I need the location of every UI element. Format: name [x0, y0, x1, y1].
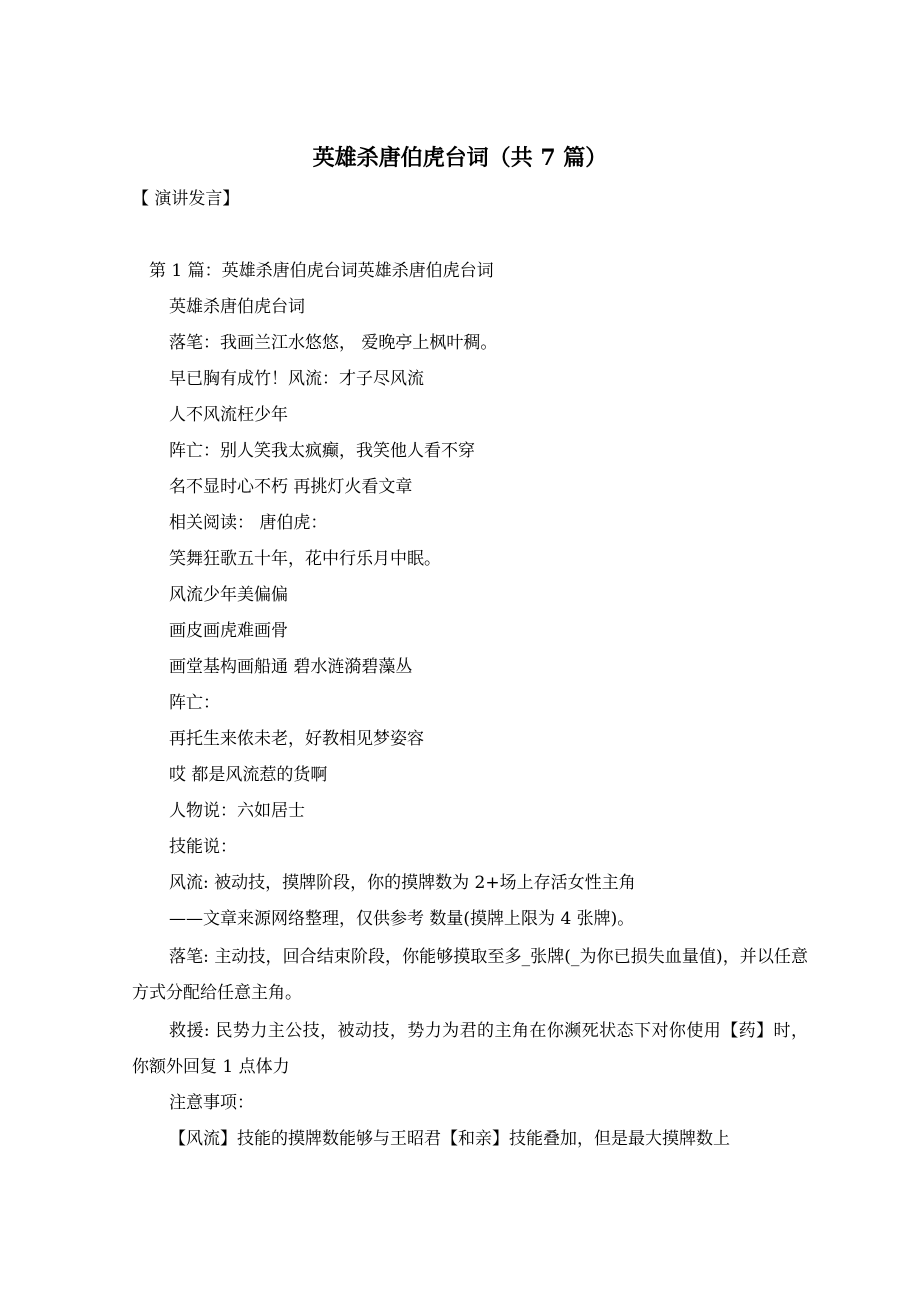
text-line: 名不显时心不朽 再挑灯火看文章 [169, 477, 413, 497]
text-line: 画堂基构画船通 碧水涟漪碧藻丛 [169, 657, 413, 677]
notice-text: 【风流】技能的摸牌数能够与王昭君【和亲】技能叠加，但是最大摸牌数上 [169, 1129, 730, 1149]
paragraph-luobi: 落笔: 主动技，回合结束阶段，你能够摸取至多_张牌(_为你已损失血量值)，并以任意方式分配给任意主角。 [132, 947, 808, 1003]
text-line: 阵亡：别人笑我太疯癫，我笑他人看不穿 [169, 441, 475, 461]
text-line: 风流少年美偏偏 [169, 585, 288, 605]
text-line: 落笔：我画兰江水悠悠， 爱晚亭上枫叶稠。 [169, 333, 498, 353]
text-line: 相关阅读： 唐伯虎： [169, 513, 328, 533]
text-line: 哎 都是风流惹的货啊 [169, 765, 328, 785]
text-line: ——文章来源网络整理，仅供参考 数量(摸牌上限为 4 张牌)。 [169, 909, 635, 929]
text-line: 阵亡： [169, 693, 220, 713]
category-tag: 【 演讲发言】 [132, 189, 240, 209]
text-line: 技能说： [169, 837, 237, 857]
text-line: 画皮画虎难画骨 [169, 621, 288, 641]
paragraph-jiuyuan: 救援: 民势力主公技，被动技，势力为君的主角在你濒死状态下对你使用【药】时，你额外回复 1 点体力 [132, 1021, 808, 1077]
text-line: 人不风流枉少年 [169, 405, 288, 425]
text-line: 笑舞狂歌五十年，花中行乐月中眠。 [169, 549, 441, 569]
text-line: 风流: 被动技，摸牌阶段，你的摸牌数为 2+场上存活女性主角 [169, 873, 636, 893]
text-line: 早已胸有成竹！风流：才子尽风流 [169, 369, 424, 389]
document-title: 英雄杀唐伯虎台词（共 7 篇） [312, 145, 608, 171]
text-line: 人物说：六如居士 [169, 801, 305, 821]
notice-heading: 注意事项： [169, 1093, 254, 1113]
text-line: 英雄杀唐伯虎台词 [169, 297, 305, 317]
section-heading: 第 1 篇：英雄杀唐伯虎台词英雄杀唐伯虎台词 [149, 261, 494, 281]
text-line: 再托生来侬未老，好教相见梦姿容 [169, 729, 424, 749]
